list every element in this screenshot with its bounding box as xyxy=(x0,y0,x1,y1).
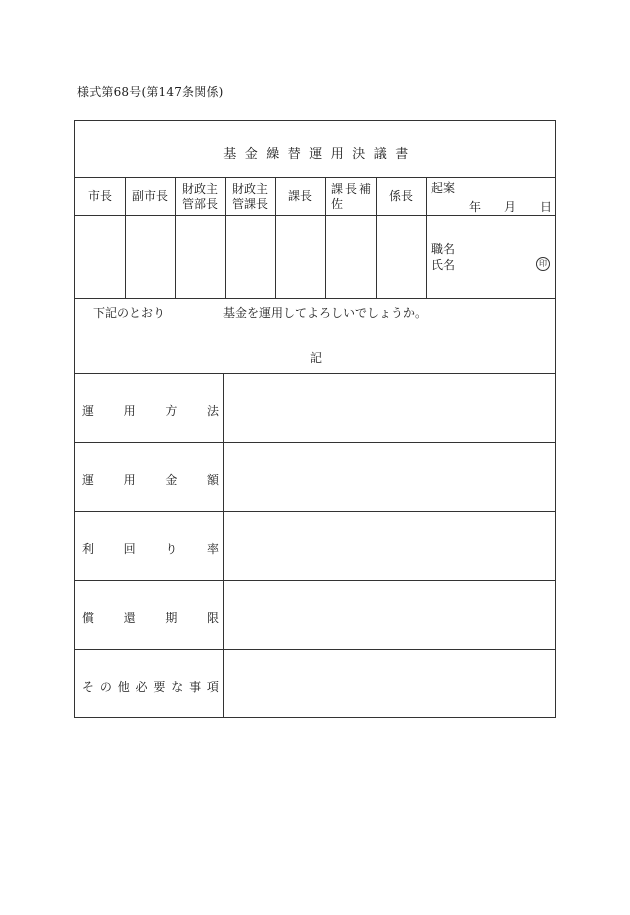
label-char: 方 xyxy=(165,404,178,418)
divider xyxy=(426,177,427,298)
detail-label-amount xyxy=(82,471,219,488)
label-char: 要 xyxy=(153,680,166,694)
detail-label-repayment-deadline xyxy=(82,609,219,626)
label-char: 還 xyxy=(123,611,136,625)
request-prefix: 下記のとおり xyxy=(93,306,166,320)
approval-header-line: 課長補 xyxy=(331,181,374,196)
approval-header xyxy=(376,178,426,215)
label-char: 回 xyxy=(123,542,136,556)
label-char: 用 xyxy=(123,473,136,487)
request-body: 基金を運用してよろしいでしょうか。 xyxy=(223,306,428,320)
label-char: 金 xyxy=(165,473,178,487)
label-char: 事 xyxy=(189,680,202,694)
label-char: 用 xyxy=(123,404,136,418)
label-char: 他 xyxy=(117,680,130,694)
detail-value-repayment-deadline[interactable] xyxy=(225,581,555,649)
approval-header-line: 係長 xyxy=(388,189,413,203)
approval-header xyxy=(325,178,376,215)
resolution-form xyxy=(74,120,556,718)
note-label: 記 xyxy=(310,351,323,365)
approval-header-line: 課長 xyxy=(287,189,312,203)
drafter-label: 起案 xyxy=(431,181,456,195)
label-char: 償 xyxy=(82,611,95,625)
label-char: 利 xyxy=(82,542,95,556)
label-char: り xyxy=(165,542,178,556)
date-month-label: 月 xyxy=(504,200,517,214)
approval-header xyxy=(175,178,225,215)
approval-header-line: 佐 xyxy=(331,196,346,211)
divider xyxy=(75,298,555,299)
label-char: 率 xyxy=(206,542,219,556)
approval-header xyxy=(75,178,125,215)
approval-header-line: 管課長 xyxy=(231,196,268,211)
approval-header xyxy=(225,178,275,215)
label-char: 運 xyxy=(82,473,95,487)
form-number: 様式第68号(第147条関係) xyxy=(77,85,224,99)
label-char: な xyxy=(171,680,184,694)
date-year-label: 年 xyxy=(469,200,482,214)
detail-value-amount[interactable] xyxy=(225,443,555,511)
detail-value-yield-rate[interactable] xyxy=(225,512,555,580)
approval-header xyxy=(275,178,325,215)
approval-header-line: 管部長 xyxy=(181,196,218,211)
date-day-label: 日 xyxy=(540,200,553,214)
label-char: そ xyxy=(82,680,95,694)
approval-header xyxy=(125,178,175,215)
label-char: 運 xyxy=(82,404,95,418)
label-char: 項 xyxy=(206,680,219,694)
approval-header-line: 市長 xyxy=(87,189,112,203)
seal-mark: 印 xyxy=(536,257,550,271)
position-label: 職名 xyxy=(431,242,456,256)
detail-value-other-matters[interactable] xyxy=(225,650,555,717)
document-title: 基金繰替運用決議書 xyxy=(223,147,417,162)
detail-label-other-matters xyxy=(82,678,219,695)
detail-label-yield-rate xyxy=(82,540,219,557)
divider xyxy=(223,373,224,717)
approval-header-line: 財政主 xyxy=(181,181,218,196)
label-char: 期 xyxy=(165,611,178,625)
label-char: 法 xyxy=(206,404,219,418)
approval-header-line: 副市長 xyxy=(131,189,168,203)
name-label: 氏名 xyxy=(431,258,456,272)
divider xyxy=(75,215,555,216)
label-char: の xyxy=(99,680,112,694)
detail-value-method[interactable] xyxy=(225,374,555,442)
approval-header-line: 財政主 xyxy=(231,181,268,196)
detail-label-method xyxy=(82,402,219,419)
label-char: 額 xyxy=(206,473,219,487)
label-char: 限 xyxy=(206,611,219,625)
label-char: 必 xyxy=(135,680,148,694)
